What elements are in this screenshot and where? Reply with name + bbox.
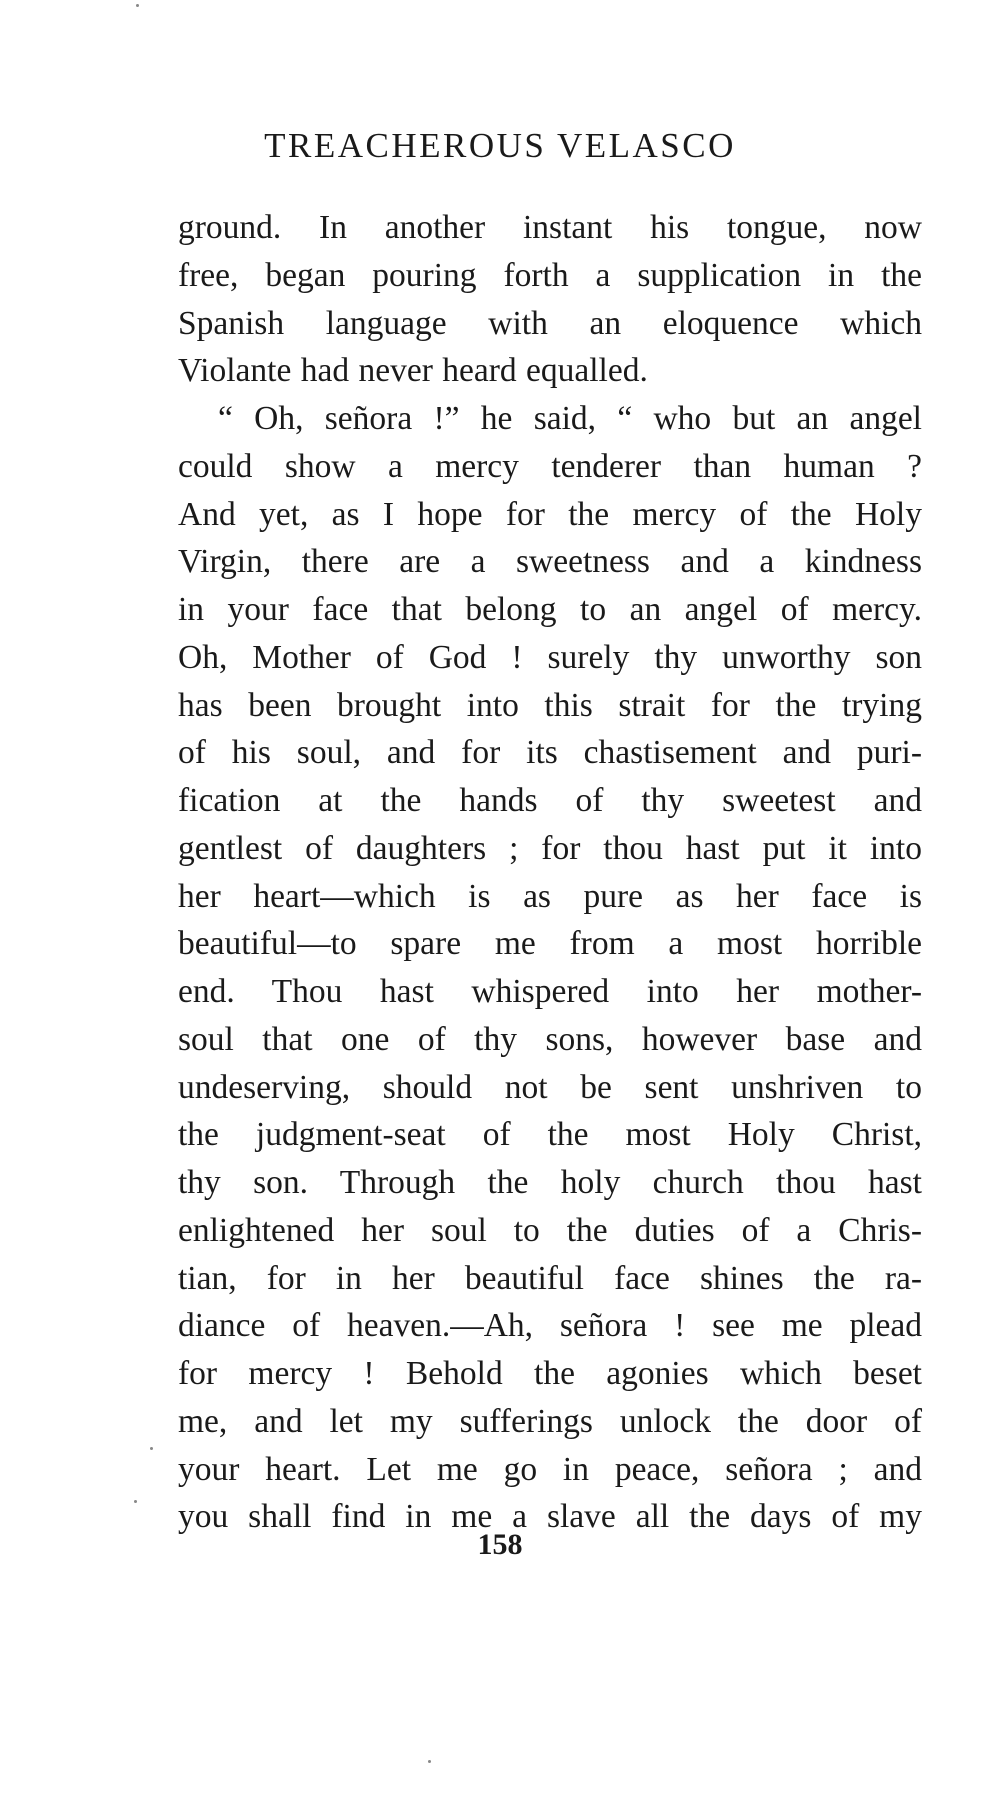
- running-head: TREACHEROUS VELASCO: [264, 126, 736, 165]
- text-line: enlightened her soul to the duties of a Chris-: [178, 1211, 922, 1249]
- text-line: for mercy ! Behold the agonies which beset: [178, 1355, 922, 1392]
- text-line: diance of heaven.—Ah, señora ! see me plead: [178, 1307, 922, 1345]
- text-line: your heart. Let me go in peace, señora ; and: [178, 1450, 922, 1488]
- text-line: of his soul, and for its chastisement and puri-: [178, 734, 922, 772]
- text-line: ground. In another instant his tongue, now: [178, 209, 922, 246]
- text-line: the judgment-seat of the most Holy Christ,: [178, 1116, 922, 1154]
- text-line: undeserving, should not be sent unshriven to: [178, 1068, 922, 1106]
- text-line: you shall find in me a slave all the days of my: [178, 1498, 922, 1536]
- text-line: Virgin, there are a sweetness and a kindness: [178, 543, 922, 581]
- text-line: thy son. Through the holy church thou hast: [178, 1164, 922, 1201]
- scan-speck: [428, 1760, 431, 1763]
- text-line: free, began pouring forth a supplication in the: [178, 256, 922, 294]
- body-text: [178, 204, 922, 1541]
- scan-speck: [150, 1447, 153, 1450]
- scan-speck: [134, 1500, 137, 1503]
- text-line: could show a mercy tenderer than human ?: [178, 447, 922, 485]
- text-line: gentlest of daughters ; for thou hast put it into: [178, 829, 922, 867]
- text-line: her heart—which is as pure as her face is: [178, 877, 922, 915]
- text-line: end. Thou hast whispered into her mother-: [178, 973, 922, 1010]
- text-line: soul that one of thy sons, however base and: [178, 1020, 922, 1058]
- text-line: me, and let my sufferings unlock the door of: [178, 1402, 922, 1440]
- scan-speck: [136, 4, 139, 7]
- text-line: “ Oh, señora !” he said, “ who but an angel: [218, 400, 922, 437]
- text-line: beautiful—to spare me from a most horrible: [178, 925, 922, 963]
- text-line: in your face that belong to an angel of mercy.: [178, 591, 922, 628]
- text-line: Spanish language with an eloquence which: [178, 304, 922, 342]
- text-line: Oh, Mother of God ! surely thy unworthy son: [178, 638, 922, 676]
- text-line: Violante had never heard equalled.: [178, 352, 648, 390]
- page-number: 158: [477, 1528, 523, 1561]
- text-line: And yet, as I hope for the mercy of the Holy: [178, 495, 922, 533]
- text-line: tian, for in her beautiful face shines the ra-: [178, 1259, 922, 1297]
- text-line: fication at the hands of thy sweetest and: [178, 782, 922, 819]
- text-line: has been brought into this strait for the trying: [178, 686, 922, 724]
